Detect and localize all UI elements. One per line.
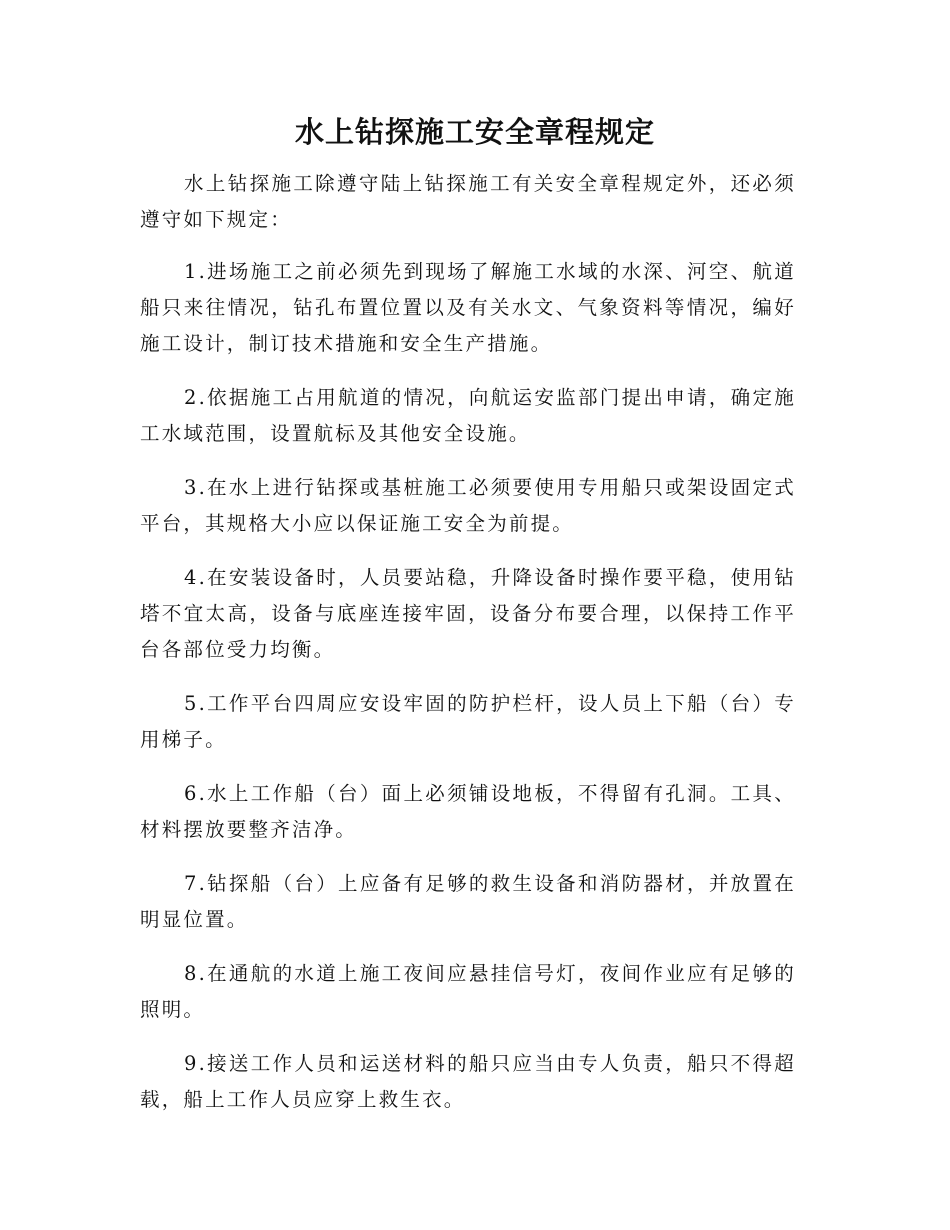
rule-1-paragraph: 1.进场施工之前必须先到现场了解施工水域的水深、河空、航道船只来往情况，钻孔布置位置以及有关水文、气象资料等情况，编好施工设计，制订技术措施和安全生产措施。 <box>140 260 796 355</box>
rule-9-paragraph: 9.接送工作人员和运送材料的船只应当由专人负责，船只不得超载，船上工作人员应穿上救生衣。 <box>140 1052 796 1111</box>
rule-8-paragraph: 8.在通航的水道上施工夜间应悬挂信号灯，夜间作业应有足够的照明。 <box>140 962 796 1021</box>
rule-6-paragraph: 6.水上工作船（台）面上必须铺设地板，不得留有孔洞。工具、材料摆放要整齐洁净。 <box>140 782 796 841</box>
rule-4-paragraph: 4.在安装设备时，人员要站稳，升降设备时操作要平稳，使用钻塔不宜太高，设备与底座连接牢固，设备分布要合理，以保持工作平台各部位受力均衡。 <box>140 566 796 661</box>
document-title: 水上钻探施工安全章程规定 <box>294 115 655 149</box>
intro-paragraph: 水上钻探施工除遵守陆上钻探施工有关安全章程规定外，还必须遵守如下规定： <box>140 172 796 231</box>
rule-5-paragraph: 5.工作平台四周应安设牢固的防护栏杆，设人员上下船（台）专用梯子。 <box>140 692 796 751</box>
rule-7-paragraph: 7.钻探船（台）上应备有足够的救生设备和消防器材，并放置在明显位置。 <box>140 872 796 931</box>
rule-3-paragraph: 3.在水上进行钻探或基桩施工必须要使用专用船只或架设固定式平台，其规格大小应以保证施工安全为前提。 <box>140 476 796 535</box>
rule-2-paragraph: 2.依据施工占用航道的情况，向航运安监部门提出申请，确定施工水域范围，设置航标及其他安全设施。 <box>140 386 796 445</box>
